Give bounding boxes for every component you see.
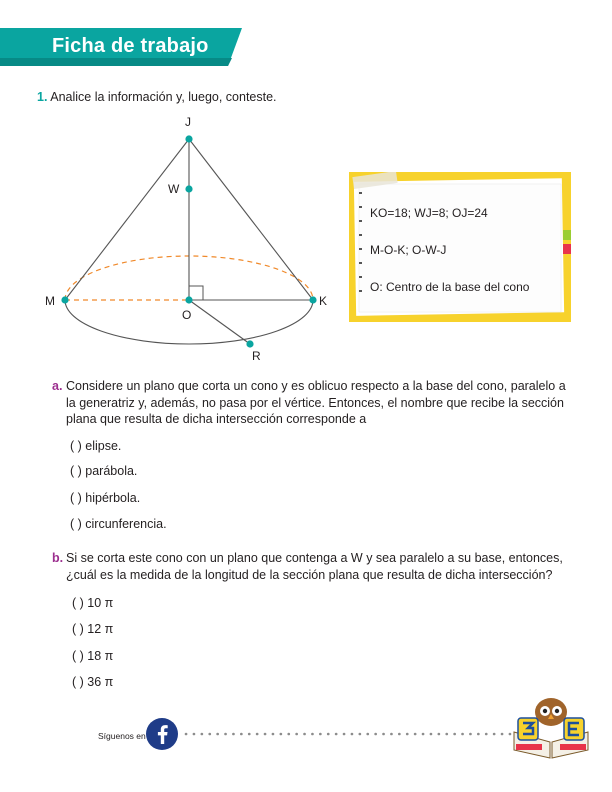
page-title: Ficha de trabajo bbox=[52, 35, 209, 57]
option-a-2[interactable]: ( ) parábola. bbox=[70, 464, 138, 478]
question-b-line-1: Si se corta este cono con un plano que contenga a W y sea paralelo a su base, entonces, bbox=[66, 551, 563, 565]
note-line-3: O: Centro de la base del cono bbox=[370, 280, 530, 294]
question-a-letter: a. bbox=[52, 379, 63, 393]
question-1 bbox=[37, 89, 277, 106]
facebook-icon[interactable] bbox=[146, 718, 178, 750]
question-number: 1. bbox=[37, 90, 48, 104]
question-b-line-2: ¿cuál es la medida de la longitud de la sección plana que resulta de dicha intersección? bbox=[66, 567, 553, 582]
option-a-4[interactable]: ( ) circunferencia. bbox=[70, 517, 167, 531]
cone-figure bbox=[40, 110, 340, 370]
point-m bbox=[61, 296, 68, 303]
option-a-3[interactable]: ( ) hipérbola. bbox=[70, 491, 141, 505]
label-w: W bbox=[168, 182, 180, 196]
point-j bbox=[185, 135, 192, 142]
option-b-1[interactable]: ( ) 10 π bbox=[72, 596, 114, 610]
label-r: R bbox=[252, 349, 261, 363]
mascot-logo bbox=[510, 692, 592, 762]
question-a-line-1: Considere un plano que corta un cono y es oblicuo respecto a la base del cono, paralelo a bbox=[66, 379, 566, 393]
note-line-1: KO=18; WJ=8; OJ=24 bbox=[370, 206, 488, 220]
point-k bbox=[309, 296, 316, 303]
option-b-4[interactable]: ( ) 36 π bbox=[72, 675, 114, 689]
point-w bbox=[185, 185, 192, 192]
label-j: J bbox=[185, 115, 191, 129]
option-b-2[interactable]: ( ) 12 π bbox=[72, 622, 114, 636]
question-a-line-3: plana que resulta de dicha intersección corresponde a bbox=[66, 412, 367, 426]
note-line-2: M-O-K; O-W-J bbox=[370, 243, 447, 257]
footer-dotted-line bbox=[184, 729, 514, 739]
label-k: K bbox=[319, 294, 328, 308]
question-b bbox=[52, 550, 572, 583]
question-a-line-2: la generatriz y, además, no pasa por el vértice. Entonces, el nombre que recibe la sección bbox=[66, 395, 564, 410]
point-r bbox=[246, 340, 253, 347]
label-o: O bbox=[182, 308, 192, 322]
question-instruction: Analice la información y, luego, conteste. bbox=[50, 90, 277, 104]
label-m: M bbox=[45, 294, 55, 308]
option-b-3[interactable]: ( ) 18 π bbox=[72, 649, 114, 663]
cone-base-front bbox=[65, 300, 313, 344]
question-a bbox=[52, 378, 572, 428]
question-b-letter: b. bbox=[52, 551, 64, 565]
follow-us-label: Síguenos en bbox=[98, 731, 146, 741]
generatrix-jm bbox=[65, 139, 189, 300]
radius-or bbox=[189, 300, 250, 344]
point-o bbox=[185, 296, 192, 303]
option-a-1[interactable]: ( ) elipse. bbox=[70, 439, 122, 453]
generatrix-jk bbox=[189, 139, 313, 300]
